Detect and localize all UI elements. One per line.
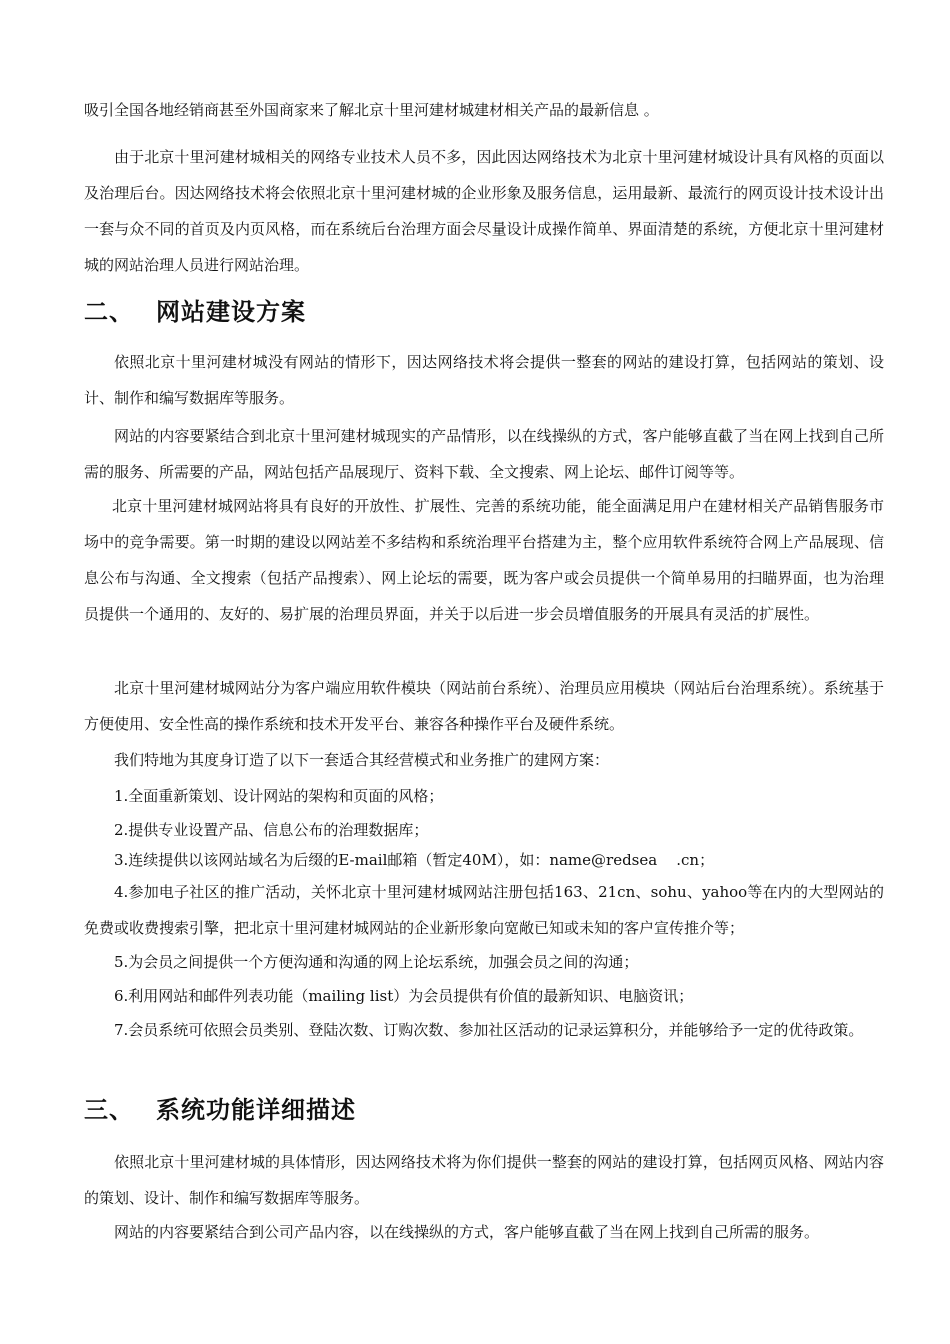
section-title: 网站建设方案 [156,298,306,326]
list-item: 7.会员系统可依照会员类别、登陆次数、订购次数、参加社区活动的记录运算积分，并能够给予一定的优待政策。 [114,1021,864,1039]
section-heading-3 [84,1092,356,1128]
section-title: 系统功能详细描述 [156,1096,356,1124]
paragraph-intro-tail: 吸引全国各地经销商甚至外国商家来了解北京十里河建材城建材相关产品的最新信息 。 [84,101,659,119]
paragraph-function-content: 网站的内容要紧结合到公司产品内容，以在线操纵的方式，客户能够直截了当在网上找到自己所需的服务。 [114,1223,820,1241]
list-item: 5.为会员之间提供一个方便沟通和沟通的网上论坛系统，加强会员之间的沟通； [114,953,639,971]
paragraph-plan-intro: 依照北京十里河建材城没有网站的情形下，因达网络技术将会提供一整套的网站的建设打算，包括网站的策划、设计、制作和编写数据库等服务。 [84,353,884,407]
list-item: 2.提供专业设置产品、信息公布的治理数据库； [114,821,429,839]
paragraph-plan-lead: 我们特地为其度身订造了以下一套适合其经营模式和业务推广的建网方案： [114,751,610,769]
section-number: 二、 [84,298,134,326]
section-heading-2 [84,294,306,330]
section-number: 三、 [84,1096,134,1124]
list-item: 3.连续提供以该网站域名为后缀的E-mail邮箱（暂定40M），如：name@redsea .cn； [114,851,715,869]
paragraph-content-scope: 网站的内容要紧结合到北京十里河建材城现实的产品情形，以在线操纵的方式，客户能够直截了当在网上找到自己所需的服务、所需要的产品，网站包括产品展现厅、资料下载、全文搜索、网上论坛、邮件订阅等等。 [84,427,884,481]
paragraph-modules: 北京十里河建材城网站分为客户端应用软件模块（网站前台系统）、治理员应用模块（网站后台治理系统）。系统基于方便使用、安全性高的操作系统和技术开发平台、兼容各种操作平台及硬件系统。 [84,679,884,733]
list-item: 4.参加电子社区的推广活动，关怀北京十里河建材城网站注册包括163、21cn、sohu、yahoo等在内的大型网站的免费或收费搜索引擎，把北京十里河建材城网站的企业新形象向宽敞已知或未知的客户宣传推介等； [84,883,884,937]
list-item: 6.利用网站和邮件列表功能（mailing list）为会员提供有价值的最新知识、电脑资讯； [114,987,694,1005]
paragraph-system-features: 北京十里河建材城网站将具有良好的开放性、扩展性、完善的系统功能，能全面满足用户在建材相关产品销售服务市场中的竞争需要。第一时期的建设以网站差不多结构和系统治理平台搭建为主，整个应用软件系统符合网上产品展现、信息公布与沟通、全文搜索（包括产品搜索）、网上论坛的需要，既为客户或会员提供一个简单易用的扫瞄界面，也为治理员提供一个通用的、友好的、易扩展的治理员界面，并关于以后进一步会员增值服务的开展具有灵活的扩展性。 [84,497,884,623]
list-item: 1.全面重新策划、设计网站的架构和页面的风格； [114,787,444,805]
paragraph-design-overview: 由于北京十里河建材城相关的网络专业技术人员不多，因此因达网络技术为北京十里河建材城设计具有风格的页面以及治理后台。因达网络技术将会依照北京十里河建材城的企业形象及服务信息，运用最新、最流行的网页设计技术设计出一套与众不同的首页及内页风格，而在系统后台治理方面会尽量设计成操作简单、界面清楚的系统，方便北京十里河建材城的网站治理人员进行网站治理。 [84,148,884,274]
paragraph-function-intro: 依照北京十里河建材城的具体情形，因达网络技术将为你们提供一整套的网站的建设打算，包括网页风格、网站内容的策划、设计、制作和编写数据库等服务。 [84,1153,884,1207]
